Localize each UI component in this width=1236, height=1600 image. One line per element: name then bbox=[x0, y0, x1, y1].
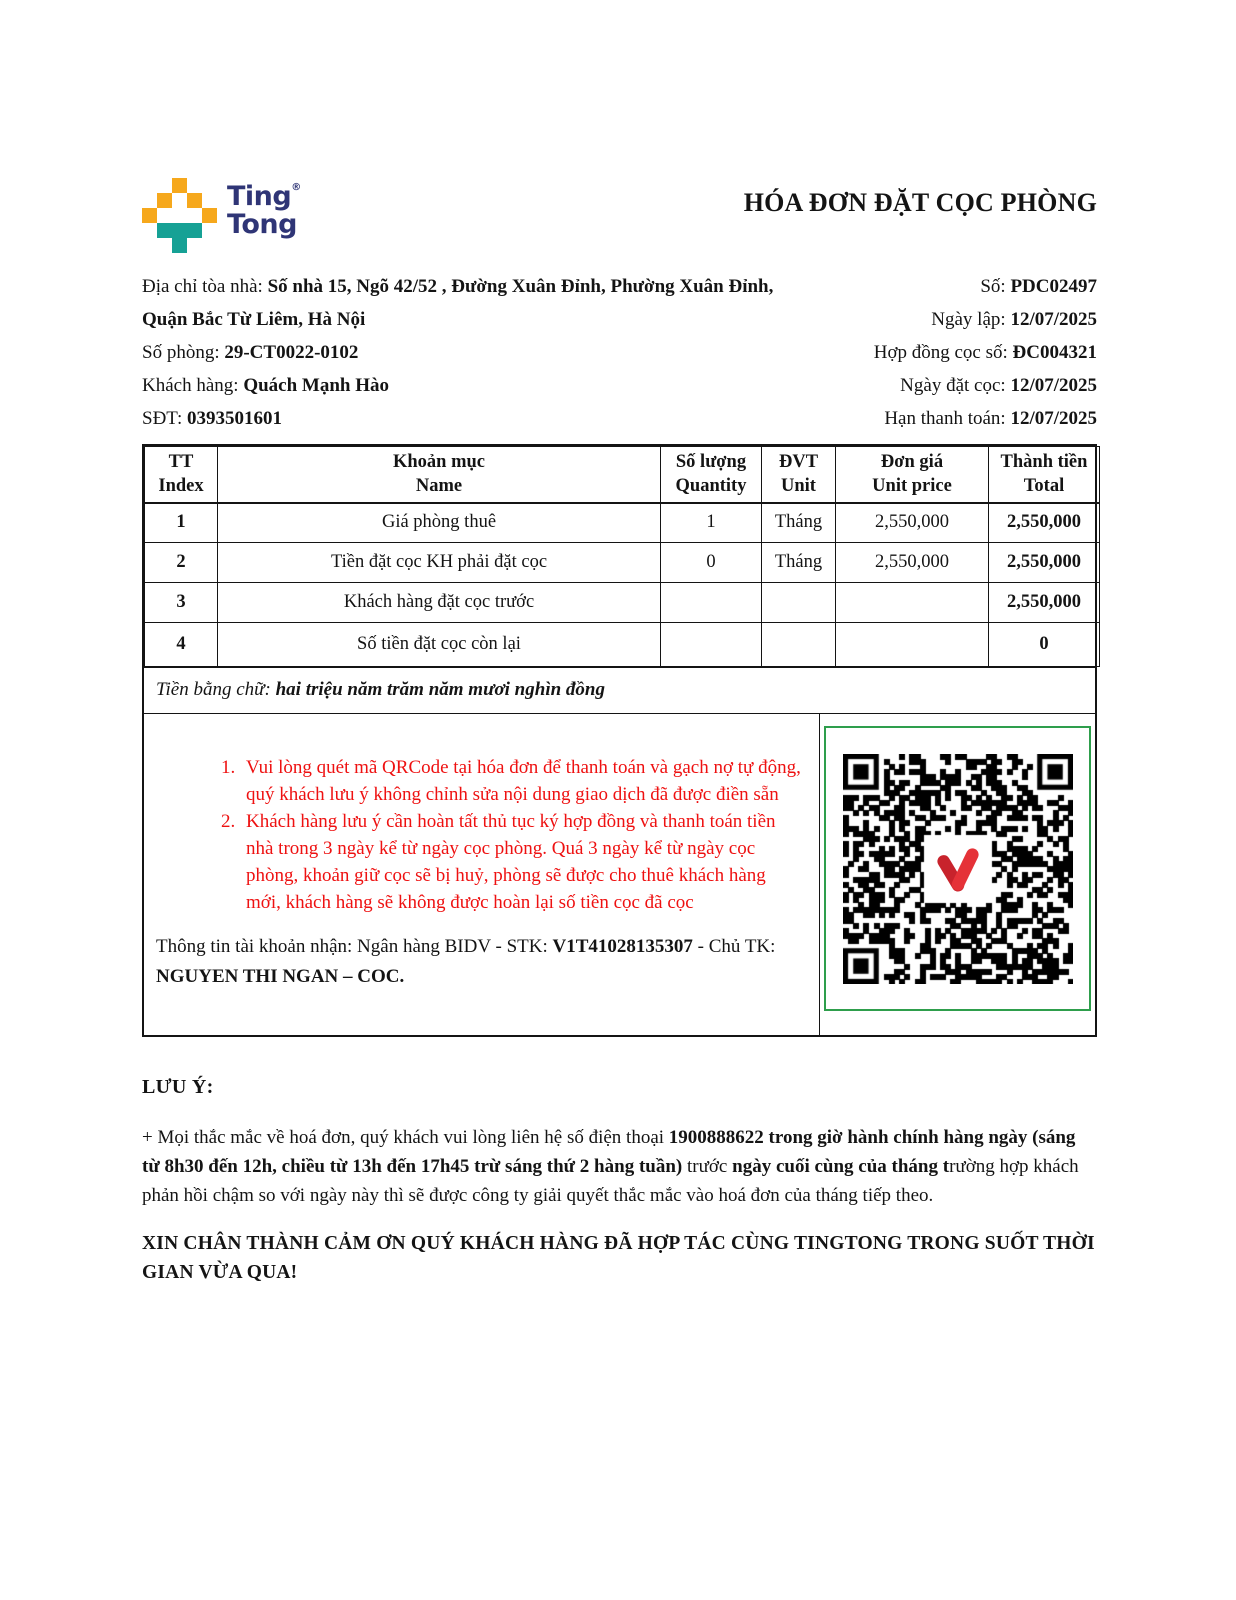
page-title: HÓA ĐƠN ĐẶT CỌC PHÒNG bbox=[743, 188, 1097, 217]
invoice-box bbox=[142, 444, 1097, 1037]
table-row bbox=[145, 623, 1100, 667]
cell-name: Số tiền đặt cọc còn lại bbox=[218, 623, 661, 667]
cell-index: 3 bbox=[145, 583, 218, 623]
header bbox=[142, 178, 1097, 256]
deposit-contract-line: Hợp đồng cọc số: ĐC004321 bbox=[873, 342, 1097, 363]
footer-heading: LƯU Ý: bbox=[142, 1076, 214, 1098]
cell-quantity bbox=[661, 623, 762, 667]
payment-note: 1. Vui lòng quét mã QRCode tại hóa đơn để thanh toán và gạch nợ tự động, quý khách lưu ý không chỉnh sửa nội dung giao dịch đã được điền sẵn bbox=[240, 754, 803, 808]
logo-word-tong: Tong bbox=[227, 209, 297, 240]
footer-notes bbox=[142, 1073, 1097, 1287]
issue-date-line: Ngày lập: 12/07/2025 bbox=[931, 309, 1097, 330]
col-header-name: Khoản mục Name bbox=[218, 447, 661, 503]
cell-index: 2 bbox=[145, 543, 218, 583]
deposit-date-line: Ngày đặt cọc: 12/07/2025 bbox=[900, 375, 1097, 396]
cell-total: 0 bbox=[989, 623, 1100, 667]
cell-unit bbox=[762, 583, 836, 623]
cell-index: 4 bbox=[145, 623, 218, 667]
cell-name: Khách hàng đặt cọc trước bbox=[218, 583, 661, 623]
bank-account-info: Thông tin tài khoản nhận: Ngân hàng BIDV - STK: V1T41028135307 - Chủ TK: NGUYEN THI NGAN – COC. bbox=[156, 936, 776, 987]
tingtong-logo-icon bbox=[142, 178, 217, 253]
payment-note: 2. Khách hàng lưu ý cần hoàn tất thủ tục ký hợp đồng và thanh toán tiền nhà trong 3 ngày kể từ ngày cọc phòng. Quá 3 ngày kể từ ngày cọc phòng, khoản giữ cọc sẽ bị huỷ, phòng sẽ được cho thuê khách hàng mới, khách hàng sẽ không được hoàn lại số tiền cọc đã cọc bbox=[240, 808, 803, 916]
building-address-line: Địa chỉ tòa nhà: Số nhà 15, Ngõ 42/52 , Đường Xuân Đỉnh, Phường Xuân Đỉnh, Quận Bắc Từ Liêm, Hà Nội bbox=[142, 276, 774, 330]
invoice-number-line: Số: PDC02497 bbox=[980, 276, 1097, 297]
cell-unit bbox=[762, 623, 836, 667]
cell-unit-price: 2,550,000 bbox=[836, 503, 989, 543]
amount-in-words bbox=[144, 667, 1095, 713]
registered-mark: ® bbox=[291, 182, 301, 193]
table-row bbox=[145, 583, 1100, 623]
cell-name: Giá phòng thuê bbox=[218, 503, 661, 543]
cell-unit-price bbox=[836, 583, 989, 623]
col-header-index: TT Index bbox=[145, 447, 218, 503]
logo-word-ting: Ting bbox=[227, 181, 292, 212]
line-items-table bbox=[144, 446, 1100, 667]
notes-cell bbox=[144, 714, 820, 1035]
vietqr-v-icon bbox=[925, 836, 991, 902]
cell-name: Tiền đặt cọc KH phải đặt cọc bbox=[218, 543, 661, 583]
cell-unit: Tháng bbox=[762, 543, 836, 583]
qr-frame bbox=[824, 726, 1091, 1011]
table-header-row bbox=[145, 447, 1100, 503]
invoice-info bbox=[142, 270, 1097, 435]
info-left-column bbox=[142, 270, 792, 435]
room-number-line: Số phòng: 29-CT0022-0102 bbox=[142, 342, 359, 363]
qr-cell bbox=[820, 714, 1095, 1035]
table-row bbox=[145, 543, 1100, 583]
cell-unit: Tháng bbox=[762, 503, 836, 543]
tingtong-logo bbox=[142, 178, 301, 253]
info-right-column bbox=[792, 270, 1097, 435]
cell-quantity: 0 bbox=[661, 543, 762, 583]
payment-due-line: Hạn thanh toán: 12/07/2025 bbox=[884, 408, 1097, 429]
notes-and-qr-row bbox=[144, 713, 1095, 1035]
cell-quantity bbox=[661, 583, 762, 623]
cell-quantity: 1 bbox=[661, 503, 762, 543]
cell-total: 2,550,000 bbox=[989, 583, 1100, 623]
col-header-total: Thành tiền Total bbox=[989, 447, 1100, 503]
cell-total: 2,550,000 bbox=[989, 543, 1100, 583]
amount-in-words-value: hai triệu năm trăm năm mươi nghìn đồng bbox=[275, 679, 605, 700]
phone-line: SĐT: 0393501601 bbox=[142, 408, 282, 429]
thank-you-note: XIN CHÂN THÀNH CẢM ƠN QUÝ KHÁCH HÀNG ĐÃ HỢP TÁC CÙNG TINGTONG TRONG SUỐT THỜI GIAN VỪA QUA! bbox=[142, 1233, 1095, 1283]
col-header-quantity: Số lượng Quantity bbox=[661, 447, 762, 503]
payment-notes-list bbox=[156, 754, 803, 916]
cell-unit-price bbox=[836, 623, 989, 667]
col-header-unit: ĐVT Unit bbox=[762, 447, 836, 503]
contact-note: + Mọi thắc mắc về hoá đơn, quý khách vui lòng liên hệ số điện thoại 1900888622 trong giờ hành chính hàng ngày (sáng từ 8h30 đến 12h, chiều từ 13h đến 17h45 trừ sáng thứ 2 hàng tuần) trước ngày cuối cùng của tháng trường hợp khách phản hồi chậm so với ngày này thì sẽ được công ty giải quyết thắc mắc vào hoá đơn của tháng tiếp theo. bbox=[142, 1127, 1079, 1206]
customer-name-line: Khách hàng: Quách Mạnh Hào bbox=[142, 375, 390, 396]
amount-in-words-label: Tiền bằng chữ: bbox=[156, 679, 276, 700]
cell-unit-price: 2,550,000 bbox=[836, 543, 989, 583]
cell-total: 2,550,000 bbox=[989, 503, 1100, 543]
col-header-unit-price: Đơn giá Unit price bbox=[836, 447, 989, 503]
table-row bbox=[145, 503, 1100, 543]
tingtong-logo-text bbox=[227, 183, 301, 239]
cell-index: 1 bbox=[145, 503, 218, 543]
